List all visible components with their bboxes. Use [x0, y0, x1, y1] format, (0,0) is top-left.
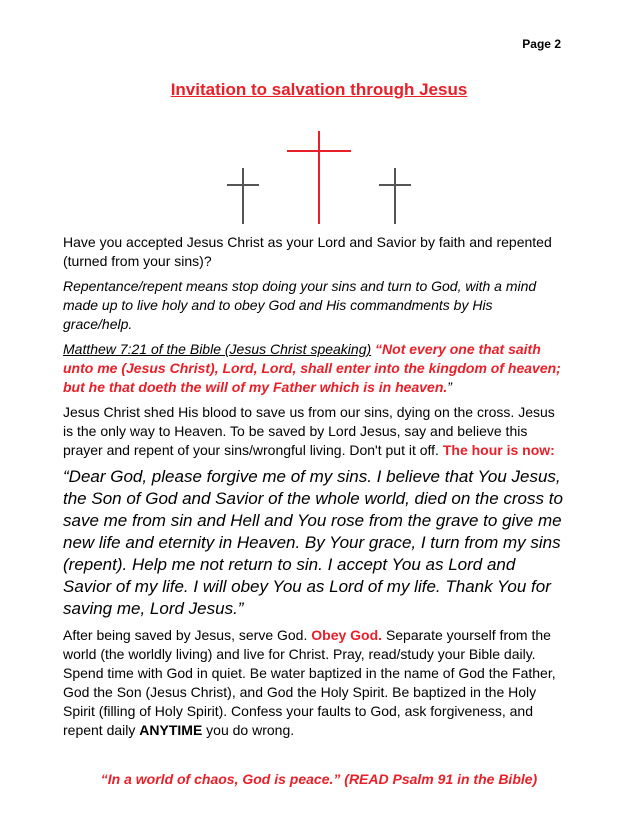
after-text-2: Separate yourself from the world (the worldly living) and live for Christ. Pray, read/study your Bible daily. Spend time with God in quiet. Be water baptized in the name of God the Father, God the Son (Jesus Christ), and God the Holy Spirit. Be baptized in the Holy Spirit (filling of Holy Spirit). Confess your faults to God, ask forgiveness, and repent daily: [63, 627, 556, 738]
scripture-reference: Matthew 7:21 of the Bible (Jesus Christ speaking): [63, 341, 372, 357]
scripture-close-quote: ”: [447, 379, 452, 395]
body-content: [63, 233, 563, 746]
salvation-text: Jesus Christ shed His blood to save us from our sins, dying on the cross. Jesus is the only way to Heaven. To be saved by Lord Jesus, say and believe this prayer and repent of your sins/wrongful living. Don't put it off.: [63, 404, 555, 458]
obey-god: Obey God.: [311, 627, 383, 643]
paragraph-after-salvation: [63, 626, 563, 740]
paragraph-salvation: [63, 403, 563, 460]
cross-right: [379, 168, 411, 224]
hour-is-now: The hour is now:: [442, 442, 555, 458]
anytime-emphasis: ANYTIME: [139, 722, 203, 738]
paragraph-question: Have you accepted Jesus Christ as your Lord and Savior by faith and repented (turned from your sins)?: [63, 234, 552, 269]
page-title: Invitation to salvation through Jesus: [170, 80, 468, 99]
scripture-quote: “Not every one that saith unto me (Jesus Christ), Lord, Lord, shall enter into the kingdom of heaven; but he that doeth the will of my Father which is in heaven.: [63, 341, 561, 395]
footer-quote: “In a world of chaos, God is peace.” (READ Psalm 91 in the Bible): [100, 771, 538, 787]
paragraph-matthew: [63, 340, 563, 397]
paragraph-repentance: Repentance/repent means stop doing your sins and turn to God, with a mind made up to live holy and to obey God and His commandments by His grace/help.: [63, 278, 537, 332]
after-text-1: After being saved by Jesus, serve God.: [63, 627, 308, 643]
page-number: Page 2: [522, 37, 561, 51]
salvation-prayer: “Dear God, please forgive me of my sins. I believe that You Jesus, the Son of God and Savior of the whole world, died on the cross to save me from sin and Hell and You rose from the grave to give me new life and eternity in Heaven. By Your grace, I turn from my sins (repent). Help me not return to sin. I accept You as Lord and Savior of my life. I will obey You as Lord of my life. Thank You for saving me, Lord Jesus.”: [63, 467, 563, 618]
cross-center: [287, 131, 351, 224]
after-text-3: you do wrong.: [206, 722, 295, 738]
crosses-illustration: [0, 128, 638, 228]
cross-left: [227, 168, 259, 224]
